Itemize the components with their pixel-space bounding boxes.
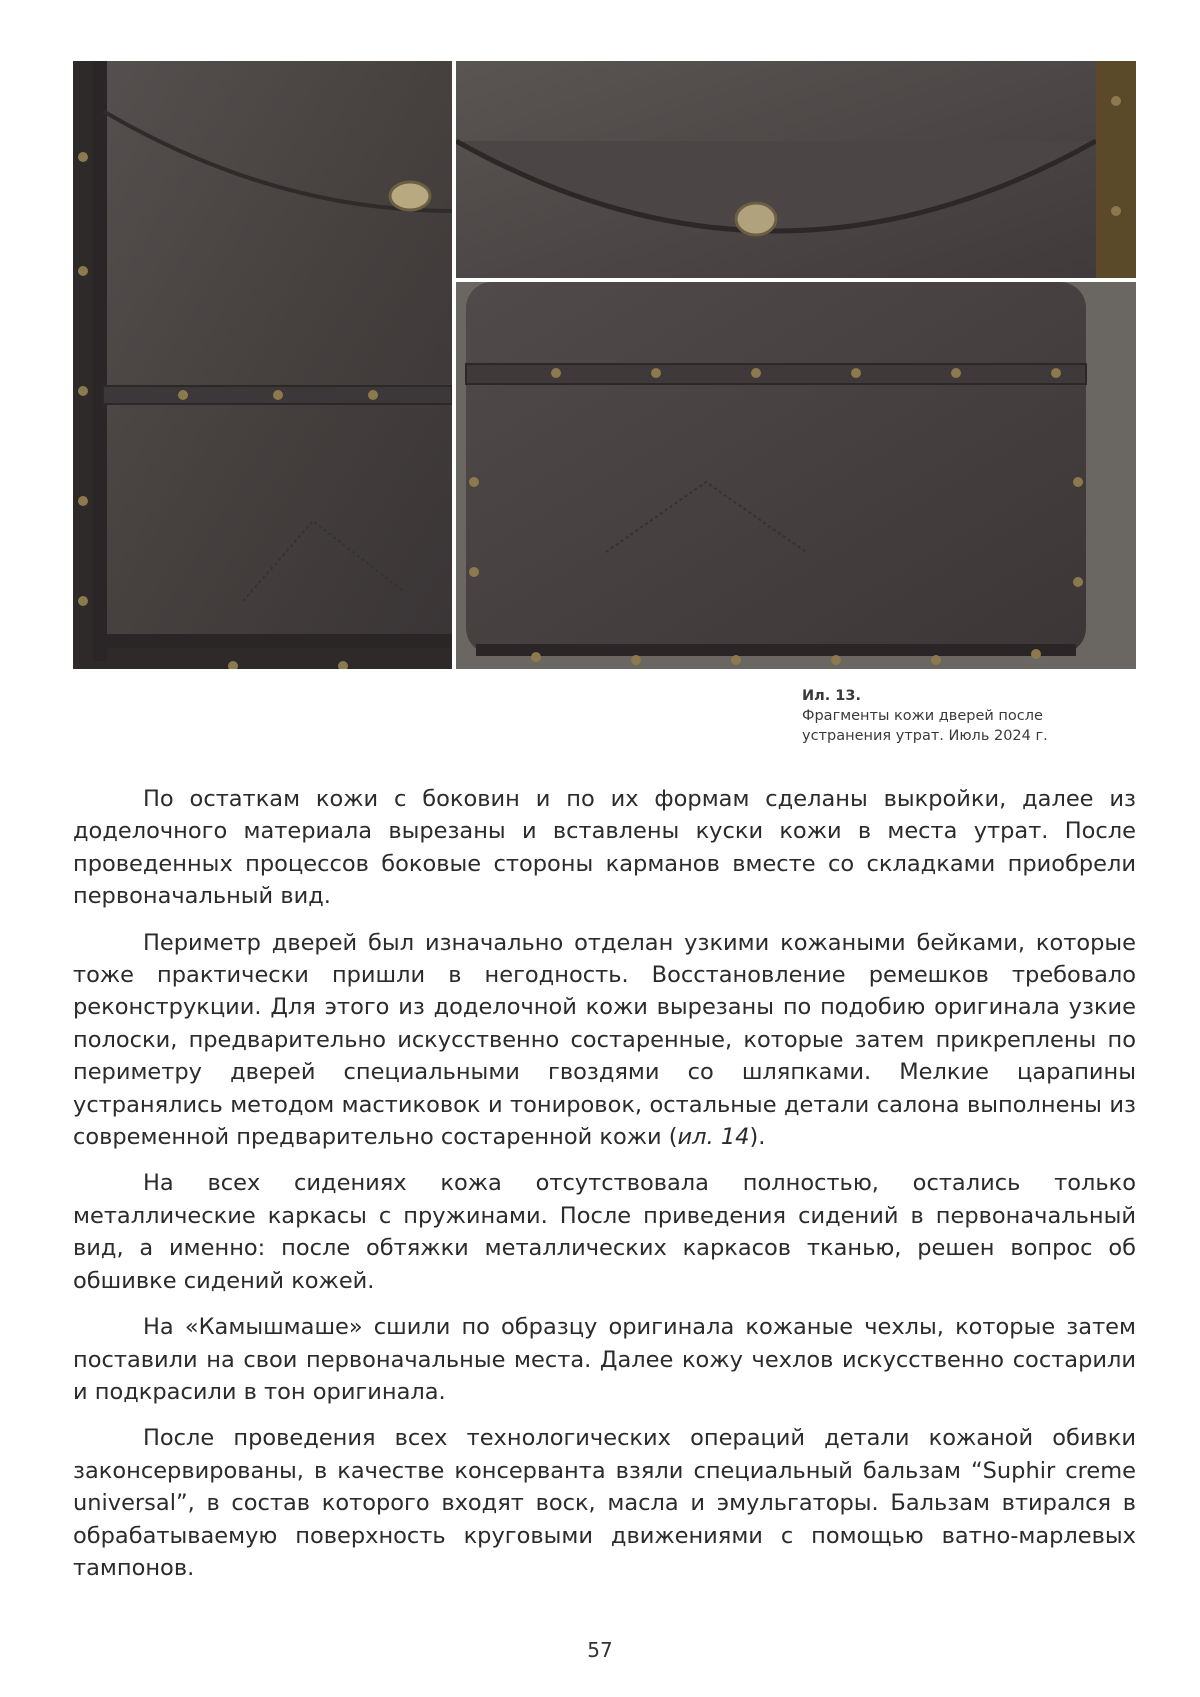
photo-door-left (73, 61, 452, 669)
paragraph-text: Периметр дверей был изначально отделан узкими кожаными бейками, которые тоже практически пришли в негодность. Восстановление ремешков требовало реконструкции. Для этого из доделочной кожи вырезаны по подобию оригинала узкие полоски, предварительно искусственно состаренные, которые затем прикреплены по периметру дверей специальными гвоздями со шляпками. Мелкие царапины устранялись методом мастиковок и тонировок, остальные детали салона выполнены из современной предварительно состаренной кожи ( (73, 929, 1136, 1151)
caption-title: Ил. 13. (802, 688, 861, 704)
paragraph-text-end: ). (749, 1124, 766, 1151)
paragraph: По остаткам кожи с боковин и по их формам сделаны выкройки, далее из доделочного материала вырезаны и вставлены куски кожи в места утрат. После проведенных процессов боковые стороны карманов вместе со складками приобрели первоначальный вид. (73, 786, 1136, 910)
page-number: 57 (587, 1638, 613, 1662)
body-text (73, 783, 1136, 1598)
photo-door-pocket (456, 282, 1136, 669)
caption-text: Фрагменты кожи дверей после устранения утрат. Июль 2024 г. (802, 708, 1048, 744)
photo-door-flap (456, 61, 1136, 278)
paragraph: На «Камышмаше» сшили по образцу оригинала кожаные чехлы, которые затем поставили на свои первоначальные места. Далее кожу чехлов искусственно состарили и подкрасили в тон оригинала. (73, 1314, 1136, 1405)
figure-reference[interactable]: ил. 14 (677, 1124, 750, 1151)
figure-caption (802, 686, 1132, 746)
paragraph (73, 927, 1136, 1154)
leather-flap-illustration (456, 61, 1136, 278)
leather-panel-illustration (73, 61, 452, 669)
paragraph: На всех сидениях кожа отсутствовала полностью, остались только металлические каркасы с пружинами. После приведения сидений в первоначальный вид, а именно: после обтяжки металлических каркасов тканью, решен вопрос об обшивке сидений кожей. (73, 1170, 1136, 1294)
paragraph: После проведения всех технологических операций детали кожаной обивки законсервированы, в качестве консерванта взяли специальный бальзам “Suphir creme universal”, в состав которого входят воск, масла и эмульгаторы. Бальзам втирался в обрабатываемую поверхность круговыми движениями с помощью ватно-марлевых тампонов. (73, 1425, 1136, 1581)
leather-pocket-illustration (456, 282, 1136, 669)
